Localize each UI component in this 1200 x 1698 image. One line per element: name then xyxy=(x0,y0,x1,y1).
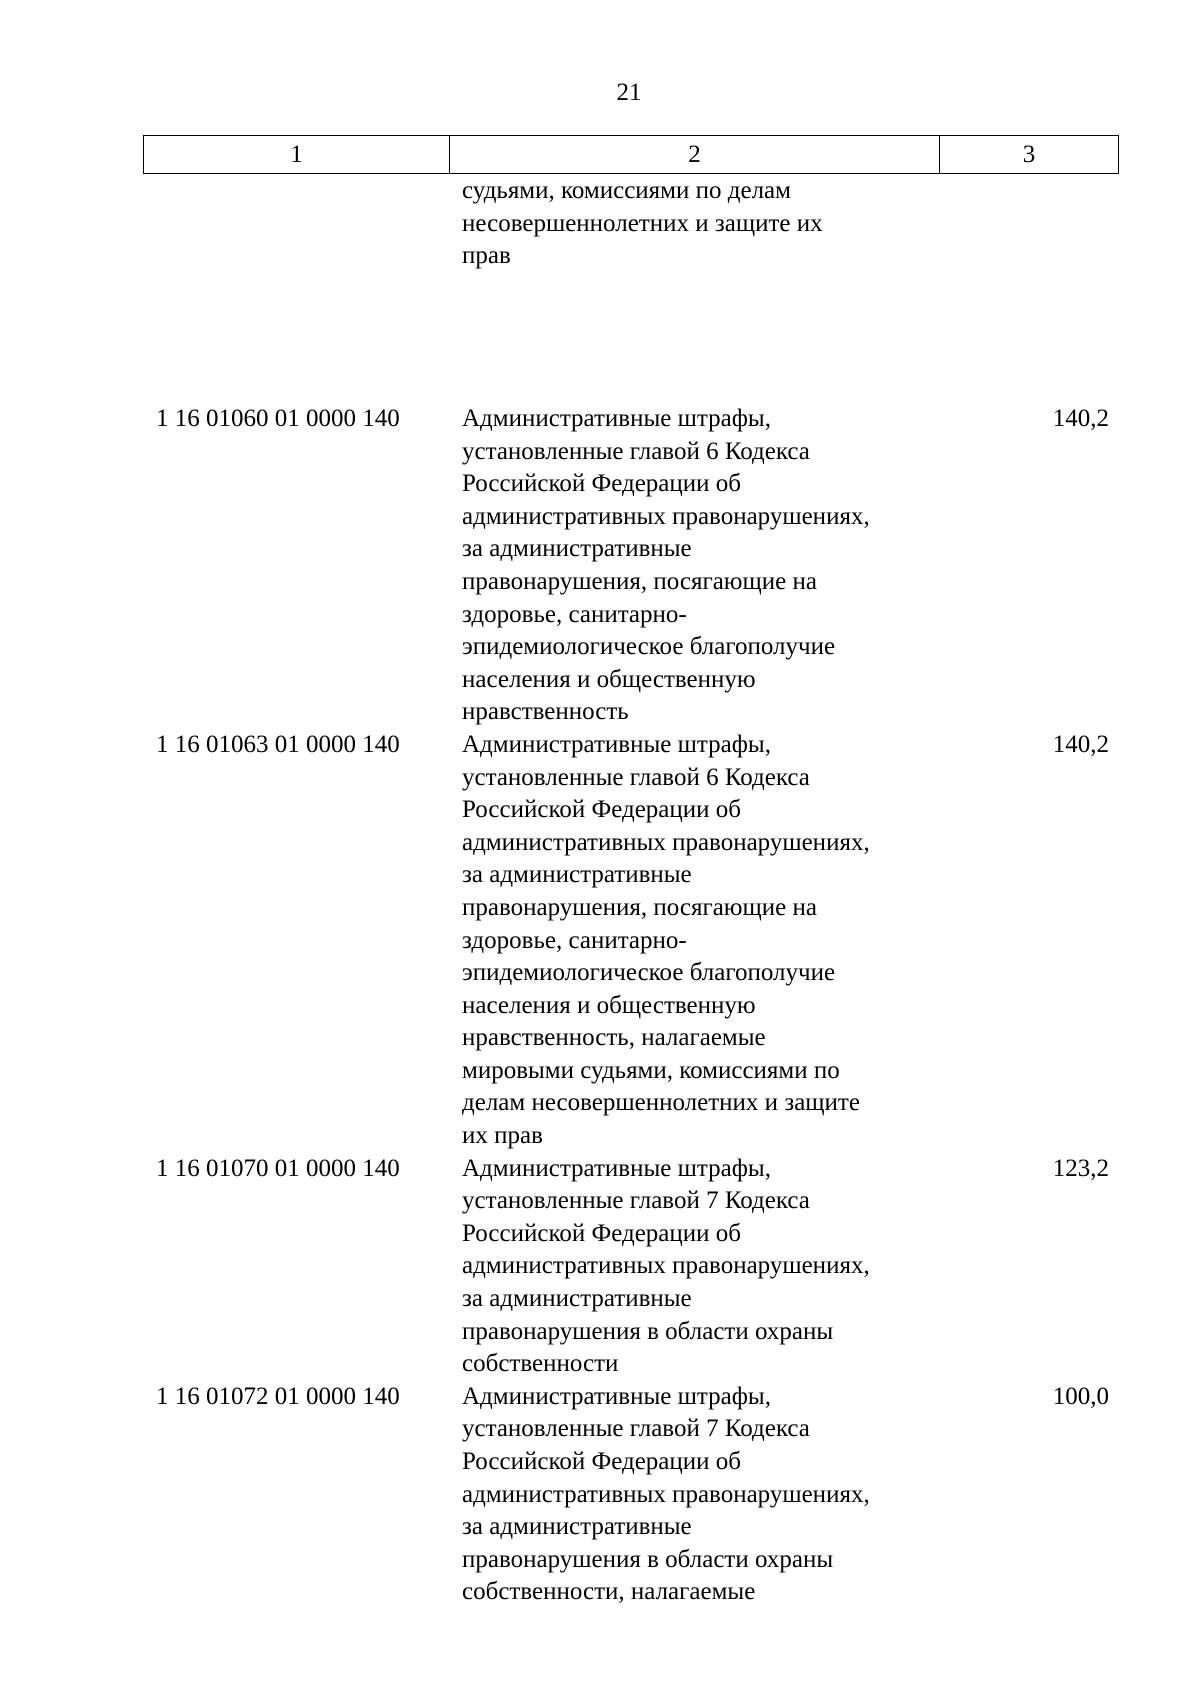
row-description xyxy=(449,403,939,729)
description-line: судьями, комиссиями по делам xyxy=(462,177,791,204)
description-line: за административные xyxy=(462,861,692,889)
description-line: административных правонарушениях, xyxy=(462,502,870,530)
description-line: установленные главой 7 Кодекса xyxy=(462,1187,810,1215)
budget-code: 1 16 01060 01 0000 140 xyxy=(156,405,400,432)
description-line: Административные штрафы, xyxy=(462,1154,771,1182)
description-line: Административные штрафы, xyxy=(462,405,771,432)
description-line: установленные главой 6 Кодекса xyxy=(462,437,810,465)
table-row xyxy=(143,403,1118,729)
description-line: за административные xyxy=(462,535,692,563)
amount: 123,2 xyxy=(1052,1154,1109,1182)
column-header-row xyxy=(144,136,1119,174)
column-header-3: 3 xyxy=(940,136,1119,174)
description-line: Российской Федерации об xyxy=(462,1219,741,1247)
description-line: собственности xyxy=(462,1350,619,1378)
row-description xyxy=(449,1153,939,1381)
description-line: административных правонарушениях, xyxy=(462,828,870,856)
description-line: населения и общественную xyxy=(462,991,756,1019)
description-line: установленные главой 7 Кодекса xyxy=(462,1415,810,1443)
table-row xyxy=(143,1381,1118,1609)
description-line: Административные штрафы, xyxy=(462,1382,771,1410)
table-row xyxy=(143,729,1118,1153)
page-number: 21 xyxy=(616,79,642,106)
description-line: собственности, налагаемые xyxy=(462,1578,756,1606)
continued-description xyxy=(462,175,942,273)
description-line: административных правонарушениях, xyxy=(462,1252,870,1280)
description-line: нравственность xyxy=(462,698,629,726)
description-line: здоровье, санитарно- xyxy=(462,926,687,954)
description-line: прав xyxy=(462,242,511,270)
description-line: Российской Федерации об xyxy=(462,1448,741,1475)
description-line: правонарушения в области охраны xyxy=(462,1545,834,1573)
amount: 100,0 xyxy=(1052,1382,1109,1410)
description-line: Российской Федерации об xyxy=(462,796,741,824)
description-line: за административные xyxy=(462,1513,692,1541)
description-line: правонарушения, посягающие на xyxy=(462,567,817,595)
description-line: административных правонарушениях, xyxy=(462,1480,870,1508)
amount: 140,2 xyxy=(1052,405,1109,432)
description-line: Административные штрафы, xyxy=(462,730,771,758)
description-line: здоровье, санитарно- xyxy=(462,600,687,628)
budget-code: 1 16 01070 01 0000 140 xyxy=(156,1154,400,1182)
table-row xyxy=(143,1153,1118,1381)
column-header-2: 2 xyxy=(450,136,940,174)
description-line: правонарушения в области охраны xyxy=(462,1317,834,1345)
description-line: Российской Федерации об xyxy=(462,470,741,498)
description-line: населения и общественную xyxy=(462,665,756,693)
amount: 140,2 xyxy=(1052,730,1109,758)
description-line: эпидемиологическое благополучие xyxy=(462,959,836,987)
table-body xyxy=(143,403,1118,1609)
description-line: правонарушения, посягающие на xyxy=(462,893,817,921)
description-line: делам несовершеннолетних и защите xyxy=(462,1089,860,1117)
description-line: за административные xyxy=(462,1285,692,1313)
row-description xyxy=(449,729,939,1153)
column-header-table xyxy=(143,135,1119,174)
description-line: нравственность, налагаемые xyxy=(462,1024,766,1052)
description-line: мировыми судьями, комиссиями по xyxy=(462,1056,840,1084)
budget-code: 1 16 01063 01 0000 140 xyxy=(156,730,400,758)
row-description xyxy=(449,1381,939,1609)
budget-code: 1 16 01072 01 0000 140 xyxy=(156,1382,400,1410)
description-line: их прав xyxy=(462,1122,543,1150)
description-line: эпидемиологическое благополучие xyxy=(462,633,836,661)
column-header-1: 1 xyxy=(144,136,450,174)
description-line: установленные главой 6 Кодекса xyxy=(462,763,810,791)
description-line: несовершеннолетних и защите их xyxy=(462,209,823,237)
